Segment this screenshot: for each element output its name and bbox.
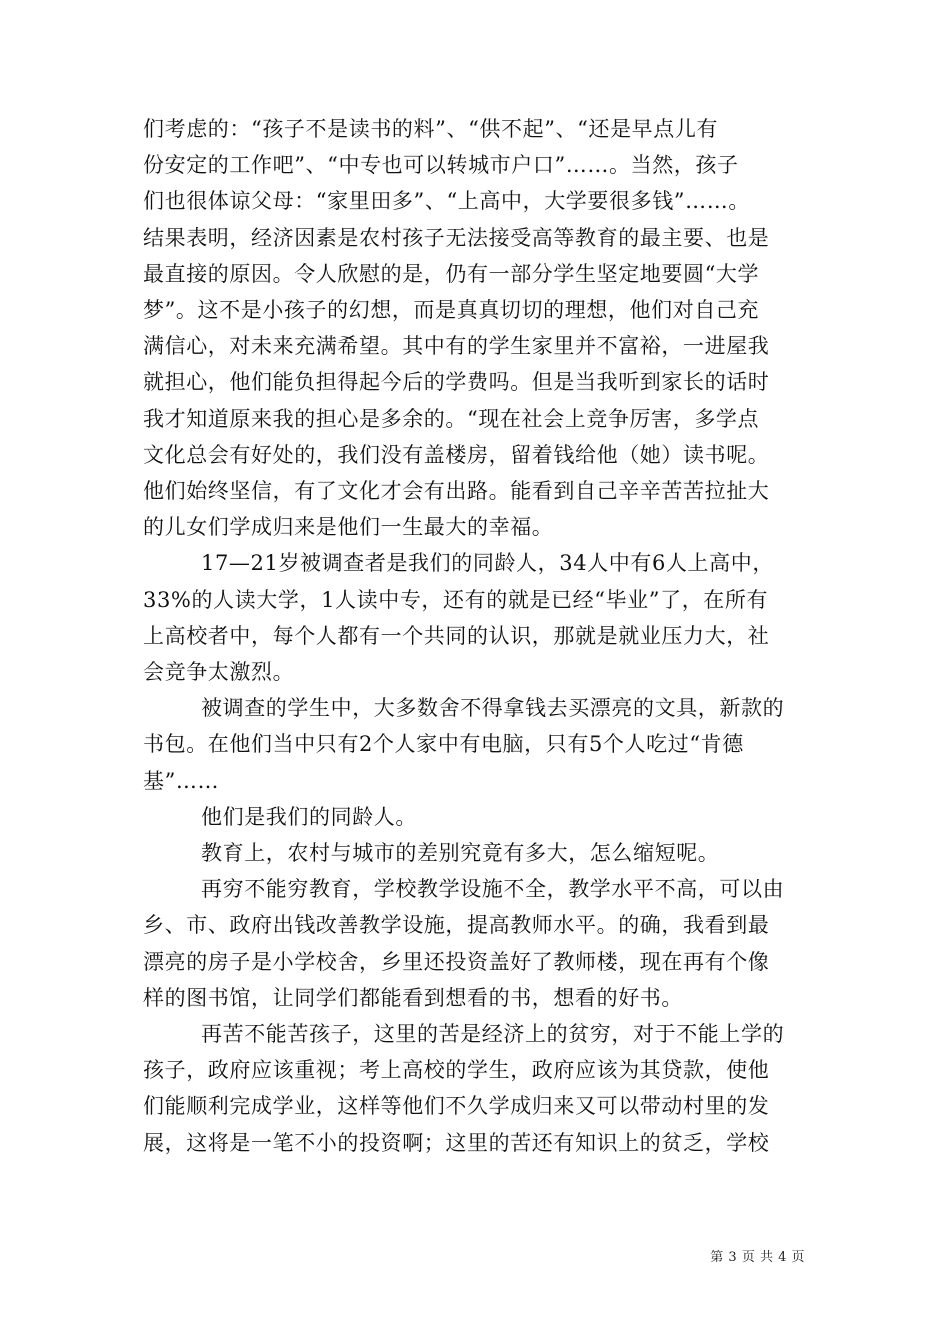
text-line: 会竞争太激烈。 (143, 660, 295, 685)
text-line: 最直接的原因。令人欣慰的是，仍有一部分学生坚定地要圆“大学 (143, 261, 760, 286)
paragraph-4 (143, 799, 811, 835)
text-line: 份安定的工作吧”、“中专也可以转城市户口”……。当然，孩子 (143, 153, 739, 178)
text-line: 上高校者中，每个人都有一个共同的认识，那就是就业压力大，社 (143, 623, 770, 648)
paragraph-1 (143, 111, 811, 545)
text-line: 的儿女们学成归来是他们一生最大的幸福。 (143, 515, 554, 540)
text-line: 他们是我们的同龄人。 (201, 804, 417, 829)
page-number: 第 3 页 共 4 页 (710, 1250, 805, 1265)
text-line: 漂亮的房子是小学校舍，乡里还投资盖好了教师楼，现在再有个像 (143, 949, 770, 974)
text-line: 满信心，对未来充满希望。其中有的学生家里并不富裕，一进屋我 (143, 334, 770, 359)
text-line: 被调查的学生中，大多数舍不得拿钱去买漂亮的文具，新款的 (201, 696, 785, 721)
paragraph-5 (143, 835, 811, 871)
text-line: 书包。在他们当中只有2个人家中有电脑，只有5个人吃过“肯德 (143, 732, 744, 757)
text-line: 样的图书馆，让同学们都能看到想看的书，想看的好书。 (143, 985, 683, 1010)
text-line: 们能顺利完成学业，这样等他们不久学成归来又可以带动村里的发 (143, 1094, 770, 1119)
paragraph-7 (143, 1016, 811, 1161)
text-line: 乡、市、政府出钱改善教学设施，提高教师水平。的确，我看到最 (143, 913, 770, 938)
text-line: 他们始终坚信，有了文化才会有出路。能看到自己辛辛苦苦拉扯大 (143, 479, 770, 504)
paragraph-6 (143, 871, 811, 1016)
text-line: 就担心，他们能负担得起今后的学费吗。但是当我听到家长的话时 (143, 370, 770, 395)
text-line: 我才知道原来我的担心是多余的。“现在社会上竞争厉害，多学点 (143, 406, 760, 431)
paragraph-3 (143, 690, 811, 799)
text-line: 们考虑的：“孩子不是读书的料”、“供不起”、“还是早点儿有 (143, 117, 719, 141)
text-line: 们也很体谅父母：“家里田多”、“上高中，大学要很多钱”……。 (143, 189, 750, 214)
text-line: 文化总会有好处的，我们没有盖楼房，留着钱给他（她）读书呢。 (143, 442, 770, 467)
text-line: 梦”。这不是小孩子的幻想，而是真真切切的理想，他们对自己充 (143, 298, 760, 323)
text-line: 教育上，农村与城市的差别究竟有多大，怎么缩短呢。 (201, 841, 720, 866)
text-line: 结果表明，经济因素是农村孩子无法接受高等教育的最主要、也是 (143, 225, 770, 250)
text-line: 孩子，政府应该重视；考上高校的学生，政府应该为其贷款，使他 (143, 1058, 770, 1083)
paragraph-2 (143, 545, 811, 690)
text-line: 展，这将是一笔不小的投资啊；这里的苦还有知识上的贫乏，学校 (143, 1130, 770, 1155)
text-line: 再苦不能苦孩子，这里的苦是经济上的贫穷，对于不能上学的 (201, 1022, 785, 1047)
document-body (143, 111, 811, 1161)
text-line: 再穷不能穷教育，学校教学设施不全，教学水平不高，可以由 (201, 877, 785, 902)
text-line: 17—21岁被调查者是我们的同龄人，34人中有6人上高中， (201, 551, 774, 576)
text-line: 基”…… (143, 768, 220, 793)
text-line: 33%的人读大学，1人读中专，还有的就是已经“毕业”了，在所有 (143, 587, 769, 612)
